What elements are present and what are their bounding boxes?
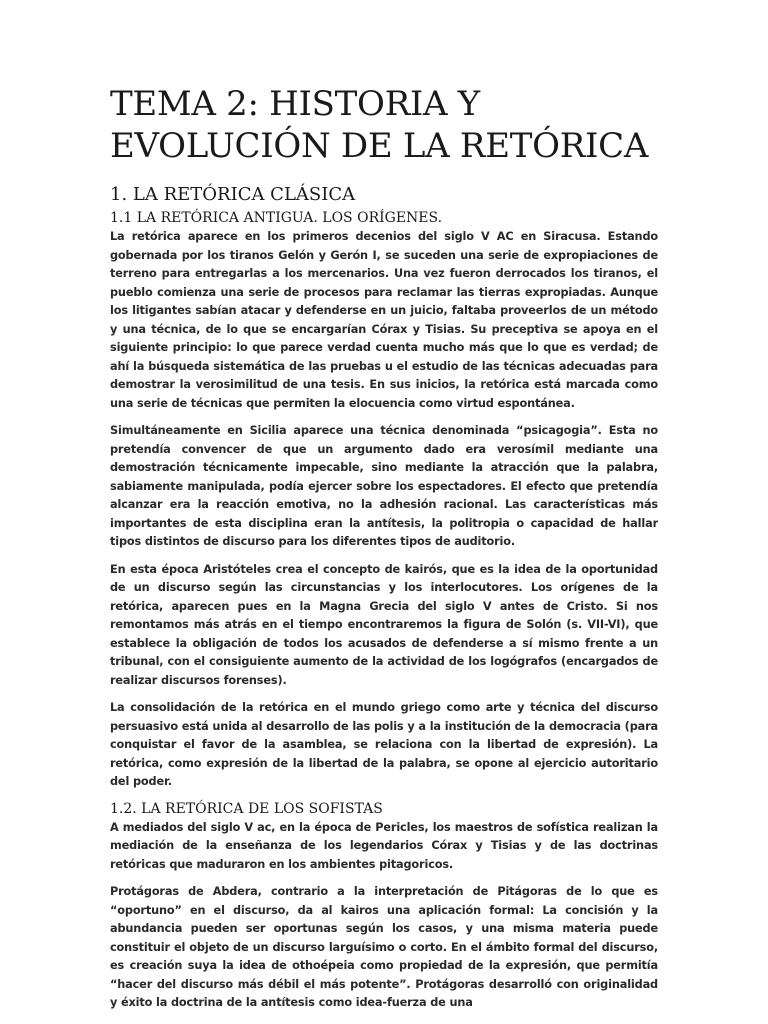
paragraph: Protágoras de Abdera, contrario a la interpretación de Pitágoras de lo que es “oportuno” en el discurso, da al kairos una aplicación formal: La concisión y la abundancia pueden ser oportunas según los casos, y una misma materia puede constituir el objeto de un discurso larguísimo o corto. En el ámbito formal del discurso, es creación suya la idea de othoépeia como propiedad de la expresión, que permitía “hacer del discurso más débil el más potente”. Protágoras desarrolló con originalidad y éxito la doctrina de la antítesis como idea-fuerza de una [110, 885, 658, 1009]
paragraph: Simultáneamente en Sicilia aparece una técnica denominada “psicagogia”. Esta no pretendía convencer de que un argumento dado era verosímil mediante una demostración técnicamente impecable, sino mediante la atracción que la palabra, sabiamente manipulada, podía ejercer sobre los espectadores. El efecto que pretendía alcanzar era la reacción emotiva, no la adhesión racional. Las características más importantes de esta disciplina eran la antítesis, la politropia o capacidad de hallar tipos distintos de discurso para los diferentes tipos de auditorio. [110, 424, 658, 548]
paragraph: La consolidación de la retórica en el mundo griego como arte y técnica del discurso persuasivo está unida al desarrollo de las polis y a la institución de la democracia (para conquistar el favor de la asamblea, se relaciona con la libertad de expresión). La retórica, como expresión de la libertad de la palabra, se opone al ejercicio autoritario del poder. [110, 701, 658, 788]
paragraph: A mediados del siglo V ac, en la época de Pericles, los maestros de sofística realizan la mediación de la enseñanza de los legendarios Córax y Tisias y de las doctrinas retóricas que maduraron en los ambientes pitagoricos. [110, 820, 658, 871]
paragraph: En esta época Aristóteles crea el concepto de kairós, que es la idea de la oportunidad de un discurso según las circunstancias y los interlocutores. Los orígenes de la retórica, aparecen pues en la Magna Grecia del siglo V antes de Cristo. Si nos remontamos más atrás en el tiempo encontraremos la figura de Solón (s. VII-VI), que establece la obligación de todos los acusados de defenderse a sí mismo frente a un tribunal, con el consiguiente aumento de la actividad de los logógrafos (encargados de realizar discursos forenses). [110, 562, 658, 687]
document-page [110, 0, 658, 1024]
subsection-heading-origenes: 1.1 LA RETÓRICA ANTIGUA. LOS ORÍGENES. [110, 210, 443, 226]
section-heading-la-retorica-clasica: 1. LA RETÓRICA CLÁSICA [110, 184, 356, 205]
subsection-heading-sofistas: 1.2. LA RETÓRICA DE LOS SOFISTAS [110, 800, 383, 817]
document-title: TEMA 2: HISTORIA Y EVOLUCIÓN DE LA RETÓRICA [110, 84, 649, 166]
paragraph: La retórica aparece en los primeros decenios del siglo V AC en Siracusa. Estando gobernada por los tiranos Gelón y Gerón I, se suceden una serie de expropiaciones de terreno para entregarlas a los mercenarios. Una vez fueron derrocados los tiranos, el pueblo comienza una serie de procesos para reclamar las tierras expropiadas. Aunque los litigantes sabían atacar y defenderse en un juicio, faltaba proveerlos de un método y una técnica, de lo que se encargarían Córax y Tisias. Su preceptiva se apoya en el siguiente principio: lo que parece verdad cuenta mucho más que lo que es verdad; de ahí la búsqueda sistemática de las pruebas u el estudio de las técnicas adecuadas para demostrar la verosimilitud de una tesis. En sus inicios, la retórica está marcada como una serie de técnicas que permiten la elocuencia como virtud espontánea. [110, 230, 658, 410]
